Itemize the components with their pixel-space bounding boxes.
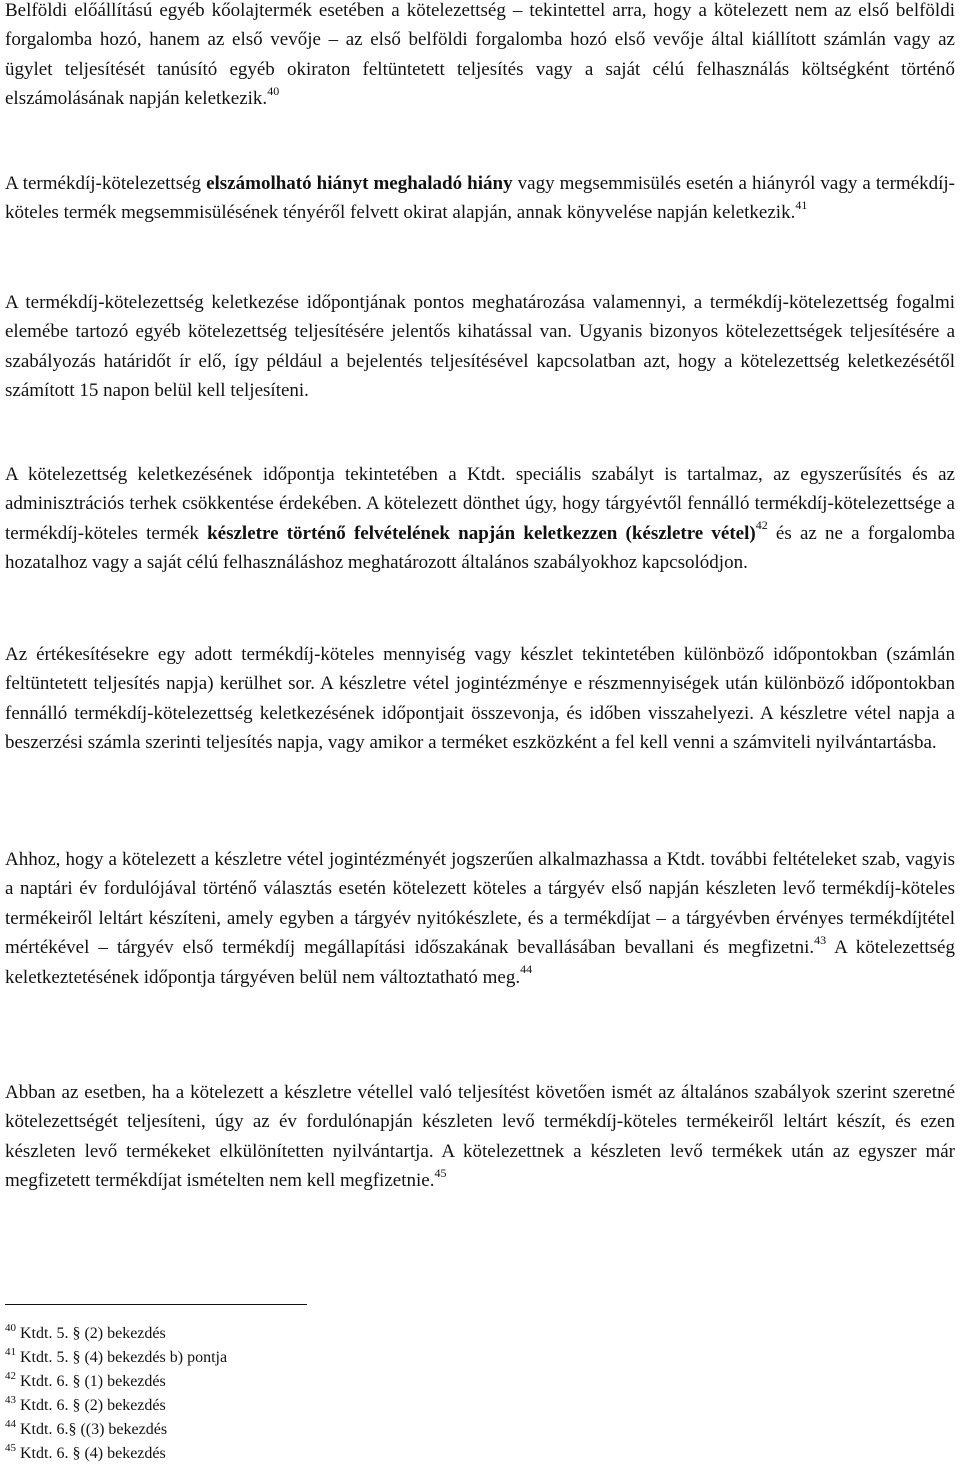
footnote-40 — [5, 1322, 605, 1346]
text-run: Abban az esetben, ha a kötelezett a készletre vétellel való teljesítést követően ismét az általános szabályok szerint szeretné kötelezettségét teljesíteni, úgy az év fordulónapján készleten levő termékdíj-köteles termékeiről leltárt készít, és ezen készleten levő termékeket elkülönítetten nyilvántartja. A kötelezettnek a készleten levő termékek után az egyszer már megfizetett termékdíjat ismételten nem kell megfizetnie. — [5, 1082, 955, 1192]
paragraph-4 — [5, 460, 955, 578]
paragraph-3 — [5, 288, 955, 406]
text-run: A kötelezettség keletkeztetésének időpontja tárgyéven belül nem változtatható meg. — [5, 937, 955, 988]
footnote-ref: 43 — [814, 932, 827, 947]
text-run: Az értékesítésekre egy adott termékdíj-köteles mennyiség vagy készlet tekintetében különböző időpontokban (számlán feltüntetett teljesítés napja) kerülhet sor. A készletre vétel jogintézménye e részmennyiségek után különböző időpontokban fennálló termékdíj-kötelezettség keletkezésének időpontjait összevonja, és időben visszahelyezi. A készletre vétel napja a beszerzési számla szerinti teljesítés napja, vagy amikor a terméket eszközként a fel kell venni a számviteli nyilvántartásba. — [5, 644, 955, 754]
paragraph-6 — [5, 845, 955, 992]
paragraph-1 — [5, 0, 955, 114]
footnote-ref: 42 — [755, 518, 768, 533]
footnote-44 — [5, 1418, 605, 1442]
text-run: és az ne a forgalomba hozatalhoz vagy a saját célú felhasználáshoz meghatározott általános szabályokhoz kapcsolódjon. — [5, 522, 956, 574]
footnote-42 — [5, 1370, 605, 1394]
paragraph-2 — [5, 169, 955, 228]
footnote-ref: 44 — [520, 962, 533, 977]
footnote-45 — [5, 1442, 605, 1466]
footnote-41 — [5, 1346, 605, 1370]
footnote-text: Ktdt. 5. § (2) bekezdés — [20, 1325, 166, 1342]
footnote-43 — [5, 1394, 605, 1418]
footnote-ref: 40 — [267, 83, 280, 98]
footnote-number: 44 — [5, 1417, 16, 1430]
text-run: A termékdíj-kötelezettség — [5, 173, 207, 194]
footnote-separator — [5, 1304, 307, 1305]
bold-text: készletre történő felvételének napján keletkezzen (készletre vétel) — [207, 522, 756, 544]
footnote-text: Ktdt. 5. § (4) bekezdés b) pontja — [20, 1349, 228, 1366]
footnote-text: Ktdt. 6.§ ((3) bekezdés — [20, 1421, 168, 1438]
bold-text: elszámolható hiányt meghaladó hiány — [206, 173, 513, 194]
footnote-number: 42 — [5, 1369, 16, 1382]
footnote-number: 43 — [5, 1393, 16, 1406]
footnotes — [5, 1322, 605, 1466]
text-run: Belföldi előállítású egyéb kőolajtermék esetében a kötelezettség – tekintettel arra, hogy a kötelezett nem az első belföldi forgalomba hozó, hanem az első vevője – az első belföldi forgalomba hozó első vevője által kiállított számlán vagy az ügylet teljesítését tanúsító egyéb okiraton feltüntetett teljesítés vagy a saját célú felhasználás költségként történő elszámolásának napján keletkezik. — [5, 0, 955, 110]
paragraph-7 — [5, 1078, 955, 1196]
footnote-number: 45 — [5, 1441, 16, 1454]
footnote-ref: 41 — [795, 198, 808, 213]
text-run: A termékdíj-kötelezettség keletkezése időpontjának pontos meghatározása valamennyi, a termékdíj-kötelezettség fogalmi elemébe tartozó egyéb kötelezettség teljesítésére jelentős kihatással van. Ugyanis bizonyos kötelezettségek teljesítésére a szabályozás határidőt ír elő, így például a bejelentés teljesítésével kapcsolatban azt, hogy a kötelezettség keletkezésétől számított 15 napon belül kell teljesíteni. — [5, 292, 955, 402]
footnote-number: 41 — [5, 1345, 16, 1358]
text-run: Ahhoz, hogy a kötelezett a készletre vétel jogintézményét jogszerűen alkalmazhassa a Ktdt. további feltételeket szab, vagyis a naptári év fordulójával történő választás esetén kötelezett köteles a tárgyév első napján készleten levő termékdíj-köteles termékeiről leltárt készíteni, amely egyben a tárgyév nyitókészlete, és a termékdíjat – a tárgyévben érvényes termékdíjtétel mértékével – tárgyév első termékdíj megállapítási időszakának bevallásában bevallani és megfizetni. — [5, 849, 955, 959]
footnote-text: Ktdt. 6. § (2) bekezdés — [20, 1397, 166, 1414]
paragraph-5 — [5, 640, 955, 758]
footnote-ref: 45 — [434, 1165, 447, 1180]
text-run: A kötelezettség keletkezésének időpontja tekintetében a Ktdt. speciális szabályt is tartalmaz, az egyszerűsítés és az adminisztrációs terhek csökkentése érdekében. A kötelezett dönthet úgy, hogy tárgyévtől fennálló termékdíj-kötelezettsége a termékdíj-köteles termék — [5, 464, 955, 544]
footnote-text: Ktdt. 6. § (4) bekezdés — [20, 1445, 166, 1462]
footnote-text: Ktdt. 6. § (1) bekezdés — [20, 1373, 166, 1390]
footnote-number: 40 — [5, 1321, 16, 1334]
text-run: vagy megsemmisülés esetén a hiányról vagy a termékdíj-köteles termék megsemmisülésének tényéről felvett okirat alapján, annak könyvelése napján keletkezik. — [5, 173, 955, 224]
